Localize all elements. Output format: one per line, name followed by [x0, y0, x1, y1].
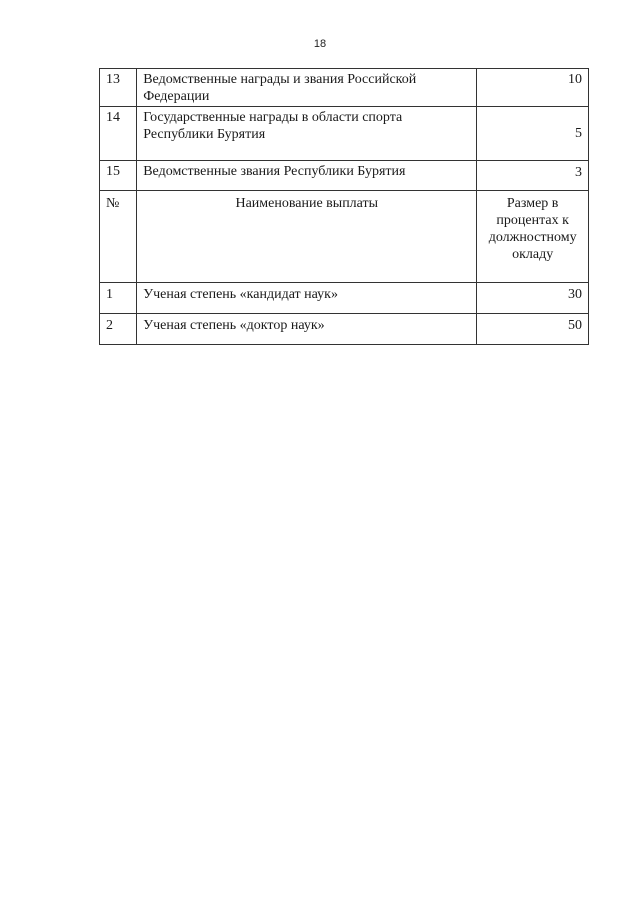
row-number: 14 — [100, 107, 137, 161]
page-number: 18 — [313, 38, 327, 50]
row-number: 13 — [100, 69, 137, 107]
table-header-row — [100, 191, 589, 283]
header-number: № — [100, 191, 137, 283]
row-name: Ученая степень «кандидат наук» — [137, 283, 477, 314]
table-row — [100, 314, 589, 345]
row-value: 10 — [477, 69, 589, 107]
table-row — [100, 283, 589, 314]
row-value: 50 — [477, 314, 589, 345]
header-value: Размер в процентах к должностному окладу — [477, 191, 589, 283]
row-value: 5 — [477, 107, 589, 161]
row-value: 30 — [477, 283, 589, 314]
row-name: Ученая степень «доктор наук» — [137, 314, 477, 345]
header-name: Наименование выплаты — [137, 191, 477, 283]
row-value: 3 — [477, 161, 589, 191]
allowance-table — [99, 68, 589, 345]
row-number: 2 — [100, 314, 137, 345]
table-row — [100, 107, 589, 161]
row-number: 1 — [100, 283, 137, 314]
row-name: Ведомственные звания Республики Бурятия — [137, 161, 477, 191]
row-number: 15 — [100, 161, 137, 191]
table-row — [100, 161, 589, 191]
row-name: Государственные награды в области спорта Республики Бурятия — [137, 107, 477, 161]
table-row — [100, 69, 589, 107]
row-name: Ведомственные награды и звания Российской Федерации — [137, 69, 477, 107]
